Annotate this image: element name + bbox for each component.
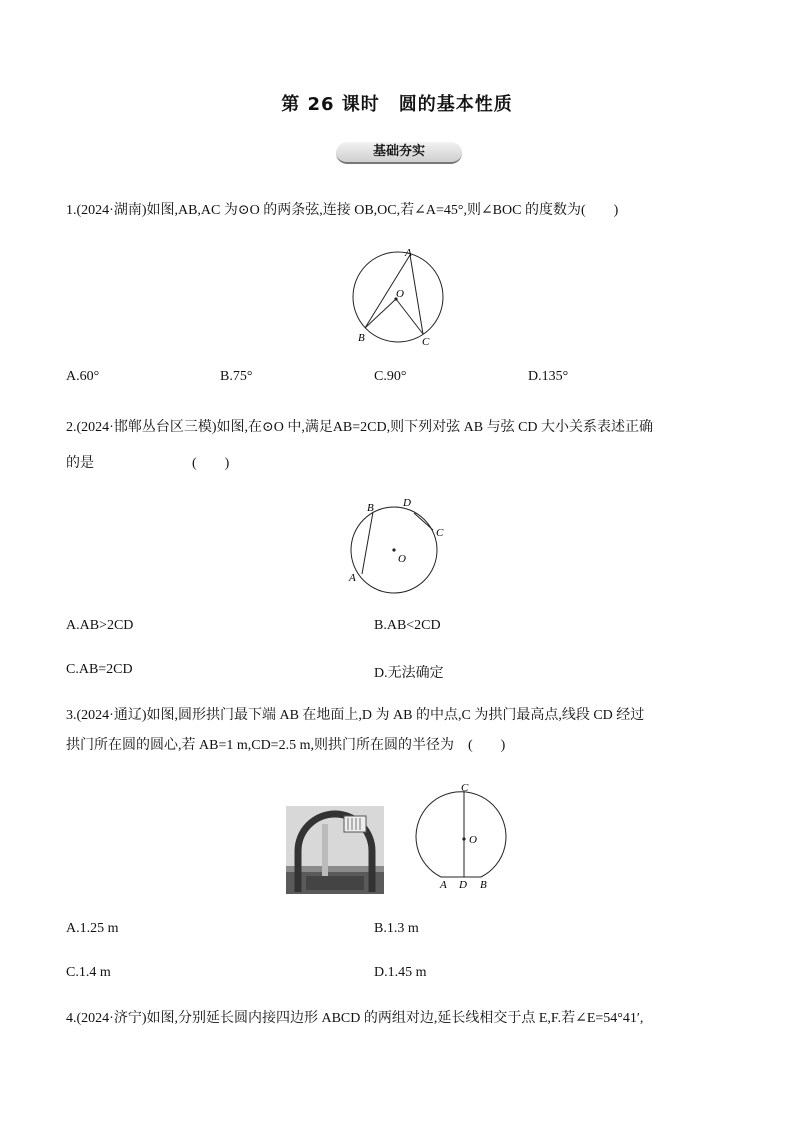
q1-option-b[interactable]: B.75° (220, 369, 253, 384)
q2-label-d: D (403, 497, 411, 509)
q3-figure (412, 780, 524, 892)
q3-arc (416, 792, 506, 877)
q3-label-c: C (461, 782, 469, 794)
q1-label-c: C (422, 336, 430, 348)
q2-label-b: B (367, 502, 374, 514)
q1-label-o: O (396, 288, 404, 300)
q3-label-b: B (480, 879, 487, 891)
section-banner (336, 142, 462, 164)
q2-label-a: A (349, 572, 356, 584)
q1-segment-oc (396, 299, 423, 334)
q3-label-o: O (469, 834, 477, 846)
q2-option-c[interactable]: C.AB=2CD (66, 662, 133, 677)
q3-option-a[interactable]: A.1.25 m (66, 921, 119, 936)
q3-label-d: D (459, 879, 467, 891)
question-3-stem-line-2: 拱门所在圆的圆心,若 AB=1 m,CD=2.5 m,则拱门所在圆的半径为 ( ) (66, 738, 506, 753)
section-label: 基础夯实 (372, 144, 425, 159)
q1-figure (350, 244, 450, 348)
q1-label-a: A (405, 247, 412, 259)
q2-chord-cd (414, 513, 433, 530)
q2-center-dot (392, 548, 395, 551)
question-4-stem: 4.(2024·济宁)如图,分别延长圆内接四边形 ABCD 的两组对边,延长线相交于点 E,F.若∠E=54°41′, (66, 1011, 644, 1026)
q2-label-c: C (436, 527, 444, 539)
q1-option-d[interactable]: D.135° (528, 369, 569, 384)
q3-option-b[interactable]: B.1.3 m (374, 921, 419, 936)
q1-option-a[interactable]: A.60° (66, 369, 100, 384)
question-2-stem-line-1: 2.(2024·邯郸丛台区三模)如图,在⊙O 中,满足AB=2CD,则下列对弦 AB 与弦 CD 大小关系表述正确 (66, 420, 654, 435)
question-2-stem-line-2: 的是 ( ) (66, 456, 230, 471)
q2-label-o: O (398, 553, 406, 565)
q3-option-c[interactable]: C.1.4 m (66, 965, 111, 980)
q1-chord-ac (410, 255, 423, 334)
q2-option-a[interactable]: A.AB>2CD (66, 618, 134, 633)
q3-arch-photo (286, 806, 384, 894)
q3-option-d[interactable]: D.1.45 m (374, 965, 427, 980)
q2-chord-ab (362, 512, 373, 574)
q3-label-a: A (440, 879, 447, 891)
q1-label-b: B (358, 332, 365, 344)
question-1-stem: 1.(2024·湖南)如图,AB,AC 为⊙O 的两条弦,连接 OB,OC,若∠A=45°,则∠BOC 的度数为( ) (66, 203, 619, 218)
q2-option-b[interactable]: B.AB<2CD (374, 618, 441, 633)
q2-option-d[interactable]: D.无法确定 (374, 666, 444, 681)
q1-option-c[interactable]: C.90° (374, 369, 407, 384)
q3-center-dot (462, 837, 465, 840)
question-3-stem-line-1: 3.(2024·通辽)如图,圆形拱门最下端 AB 在地面上,D 为 AB 的中点,C 为拱门最高点,线段 CD 经过 (66, 708, 645, 723)
q2-figure (344, 492, 450, 594)
page-title: 第 26 课时 圆的基本性质 (281, 94, 513, 115)
